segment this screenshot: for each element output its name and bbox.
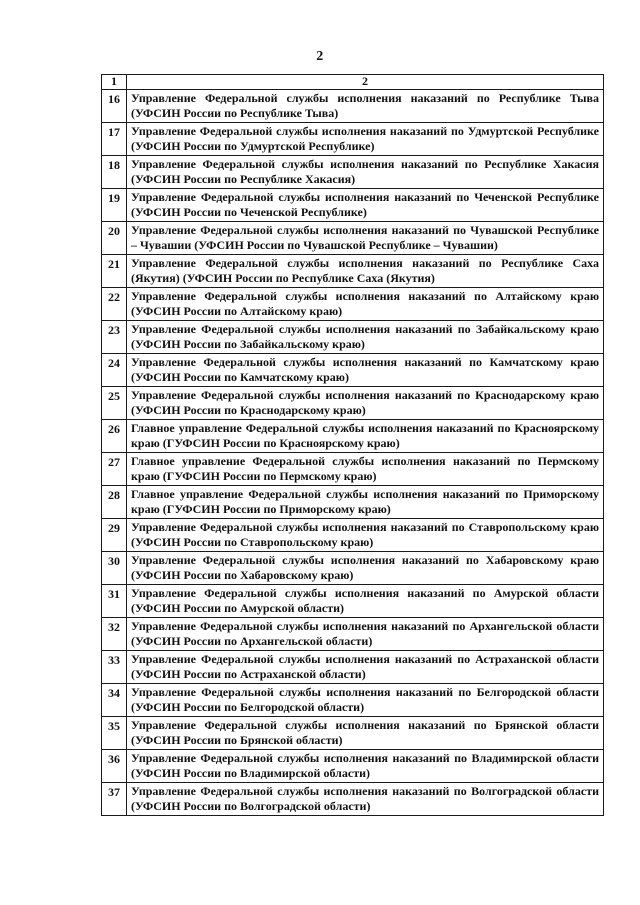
row-text-cell: Управление Федеральной службы исполнения наказаний по Астраханской области (УФСИН России по Астраханской области) [127, 651, 604, 684]
row-text-cell: Управление Федеральной службы исполнения наказаний по Алтайскому краю (УФСИН России по Алтайскому краю) [127, 288, 604, 321]
row-text-cell: Управление Федеральной службы исполнения наказаний по Республике Саха (Якутия) (УФСИН России по Республике Саха (Якутия) [127, 255, 604, 288]
row-text-cell: Главное управление Федеральной службы исполнения наказаний по Приморскому краю (ГУФСИН России по Приморскому краю) [127, 486, 604, 519]
row-number-cell: 27 [102, 453, 127, 486]
table-row [102, 585, 604, 618]
row-text-cell: Главное управление Федеральной службы исполнения наказаний по Пермскому краю (ГУФСИН России по Пермскому краю) [127, 453, 604, 486]
table-header-row [102, 75, 604, 90]
row-number-cell: 20 [102, 222, 127, 255]
row-number-cell: 23 [102, 321, 127, 354]
row-text-cell: Управление Федеральной службы исполнения наказаний по Республике Тыва (УФСИН России по Республике Тыва) [127, 90, 604, 123]
row-text-cell: Управление Федеральной службы исполнения наказаний по Ставропольскому краю (УФСИН России по Ставропольскому краю) [127, 519, 604, 552]
row-number-cell: 30 [102, 552, 127, 585]
row-text-cell: Управление Федеральной службы исполнения наказаний по Краснодарскому краю (УФСИН России по Краснодарскому краю) [127, 387, 604, 420]
row-text-cell: Управление Федеральной службы исполнения наказаний по Чеченской Республике (УФСИН России по Чеченской Республике) [127, 189, 604, 222]
table-row [102, 222, 604, 255]
row-number-cell: 22 [102, 288, 127, 321]
row-number-cell: 37 [102, 783, 127, 816]
row-text-cell: Управление Федеральной службы исполнения наказаний по Белгородской области (УФСИН России по Белгородской области) [127, 684, 604, 717]
row-text-cell: Управление Федеральной службы исполнения наказаний по Владимирской области (УФСИН России по Владимирской области) [127, 750, 604, 783]
table-row [102, 255, 604, 288]
table-row [102, 486, 604, 519]
row-number-cell: 31 [102, 585, 127, 618]
row-number-cell: 34 [102, 684, 127, 717]
table-row [102, 321, 604, 354]
row-number-cell: 28 [102, 486, 127, 519]
row-number-cell: 24 [102, 354, 127, 387]
document-table [101, 74, 604, 816]
row-number-cell: 17 [102, 123, 127, 156]
table-row [102, 651, 604, 684]
table-row [102, 156, 604, 189]
row-number-cell: 26 [102, 420, 127, 453]
row-text-cell: Управление Федеральной службы исполнения наказаний по Брянской области (УФСИН России по Брянской области) [127, 717, 604, 750]
row-text-cell: Управление Федеральной службы исполнения наказаний по Камчатскому краю (УФСИН России по Камчатскому краю) [127, 354, 604, 387]
row-number-cell: 29 [102, 519, 127, 552]
row-text-cell: Управление Федеральной службы исполнения наказаний по Забайкальскому краю (УФСИН России по Забайкальскому краю) [127, 321, 604, 354]
table-row [102, 750, 604, 783]
table-row [102, 189, 604, 222]
table-row [102, 717, 604, 750]
row-number-cell: 32 [102, 618, 127, 651]
row-number-cell: 25 [102, 387, 127, 420]
table-row [102, 354, 604, 387]
table-row [102, 387, 604, 420]
table-row [102, 288, 604, 321]
row-text-cell: Управление Федеральной службы исполнения наказаний по Волгоградской области (УФСИН России по Волгоградской области) [127, 783, 604, 816]
table-row [102, 684, 604, 717]
header-cell-number: 1 [102, 75, 127, 90]
table-body [102, 75, 604, 816]
row-text-cell: Главное управление Федеральной службы исполнения наказаний по Красноярскому краю (ГУФСИН России по Красноярскому краю) [127, 420, 604, 453]
table-row [102, 552, 604, 585]
table-row [102, 519, 604, 552]
row-number-cell: 16 [102, 90, 127, 123]
row-text-cell: Управление Федеральной службы исполнения наказаний по Амурской области (УФСИН России по Амурской области) [127, 585, 604, 618]
row-text-cell: Управление Федеральной службы исполнения наказаний по Чувашской Республике – Чувашии (УФСИН России по Чувашской Республике – Чувашии) [127, 222, 604, 255]
row-number-cell: 33 [102, 651, 127, 684]
header-cell-text: 2 [127, 75, 604, 90]
table-row [102, 420, 604, 453]
row-number-cell: 19 [102, 189, 127, 222]
row-number-cell: 35 [102, 717, 127, 750]
row-number-cell: 18 [102, 156, 127, 189]
table-row [102, 123, 604, 156]
table-row [102, 453, 604, 486]
page-number: 2 [316, 49, 324, 64]
row-text-cell: Управление Федеральной службы исполнения наказаний по Архангельской области (УФСИН России по Архангельской области) [127, 618, 604, 651]
table-row [102, 783, 604, 816]
row-text-cell: Управление Федеральной службы исполнения наказаний по Республике Хакасия (УФСИН России по Республике Хакасия) [127, 156, 604, 189]
table-row [102, 90, 604, 123]
row-number-cell: 21 [102, 255, 127, 288]
row-number-cell: 36 [102, 750, 127, 783]
row-text-cell: Управление Федеральной службы исполнения наказаний по Удмуртской Республике (УФСИН России по Удмуртской Республике) [127, 123, 604, 156]
table-row [102, 618, 604, 651]
row-text-cell: Управление Федеральной службы исполнения наказаний по Хабаровскому краю (УФСИН России по Хабаровскому краю) [127, 552, 604, 585]
